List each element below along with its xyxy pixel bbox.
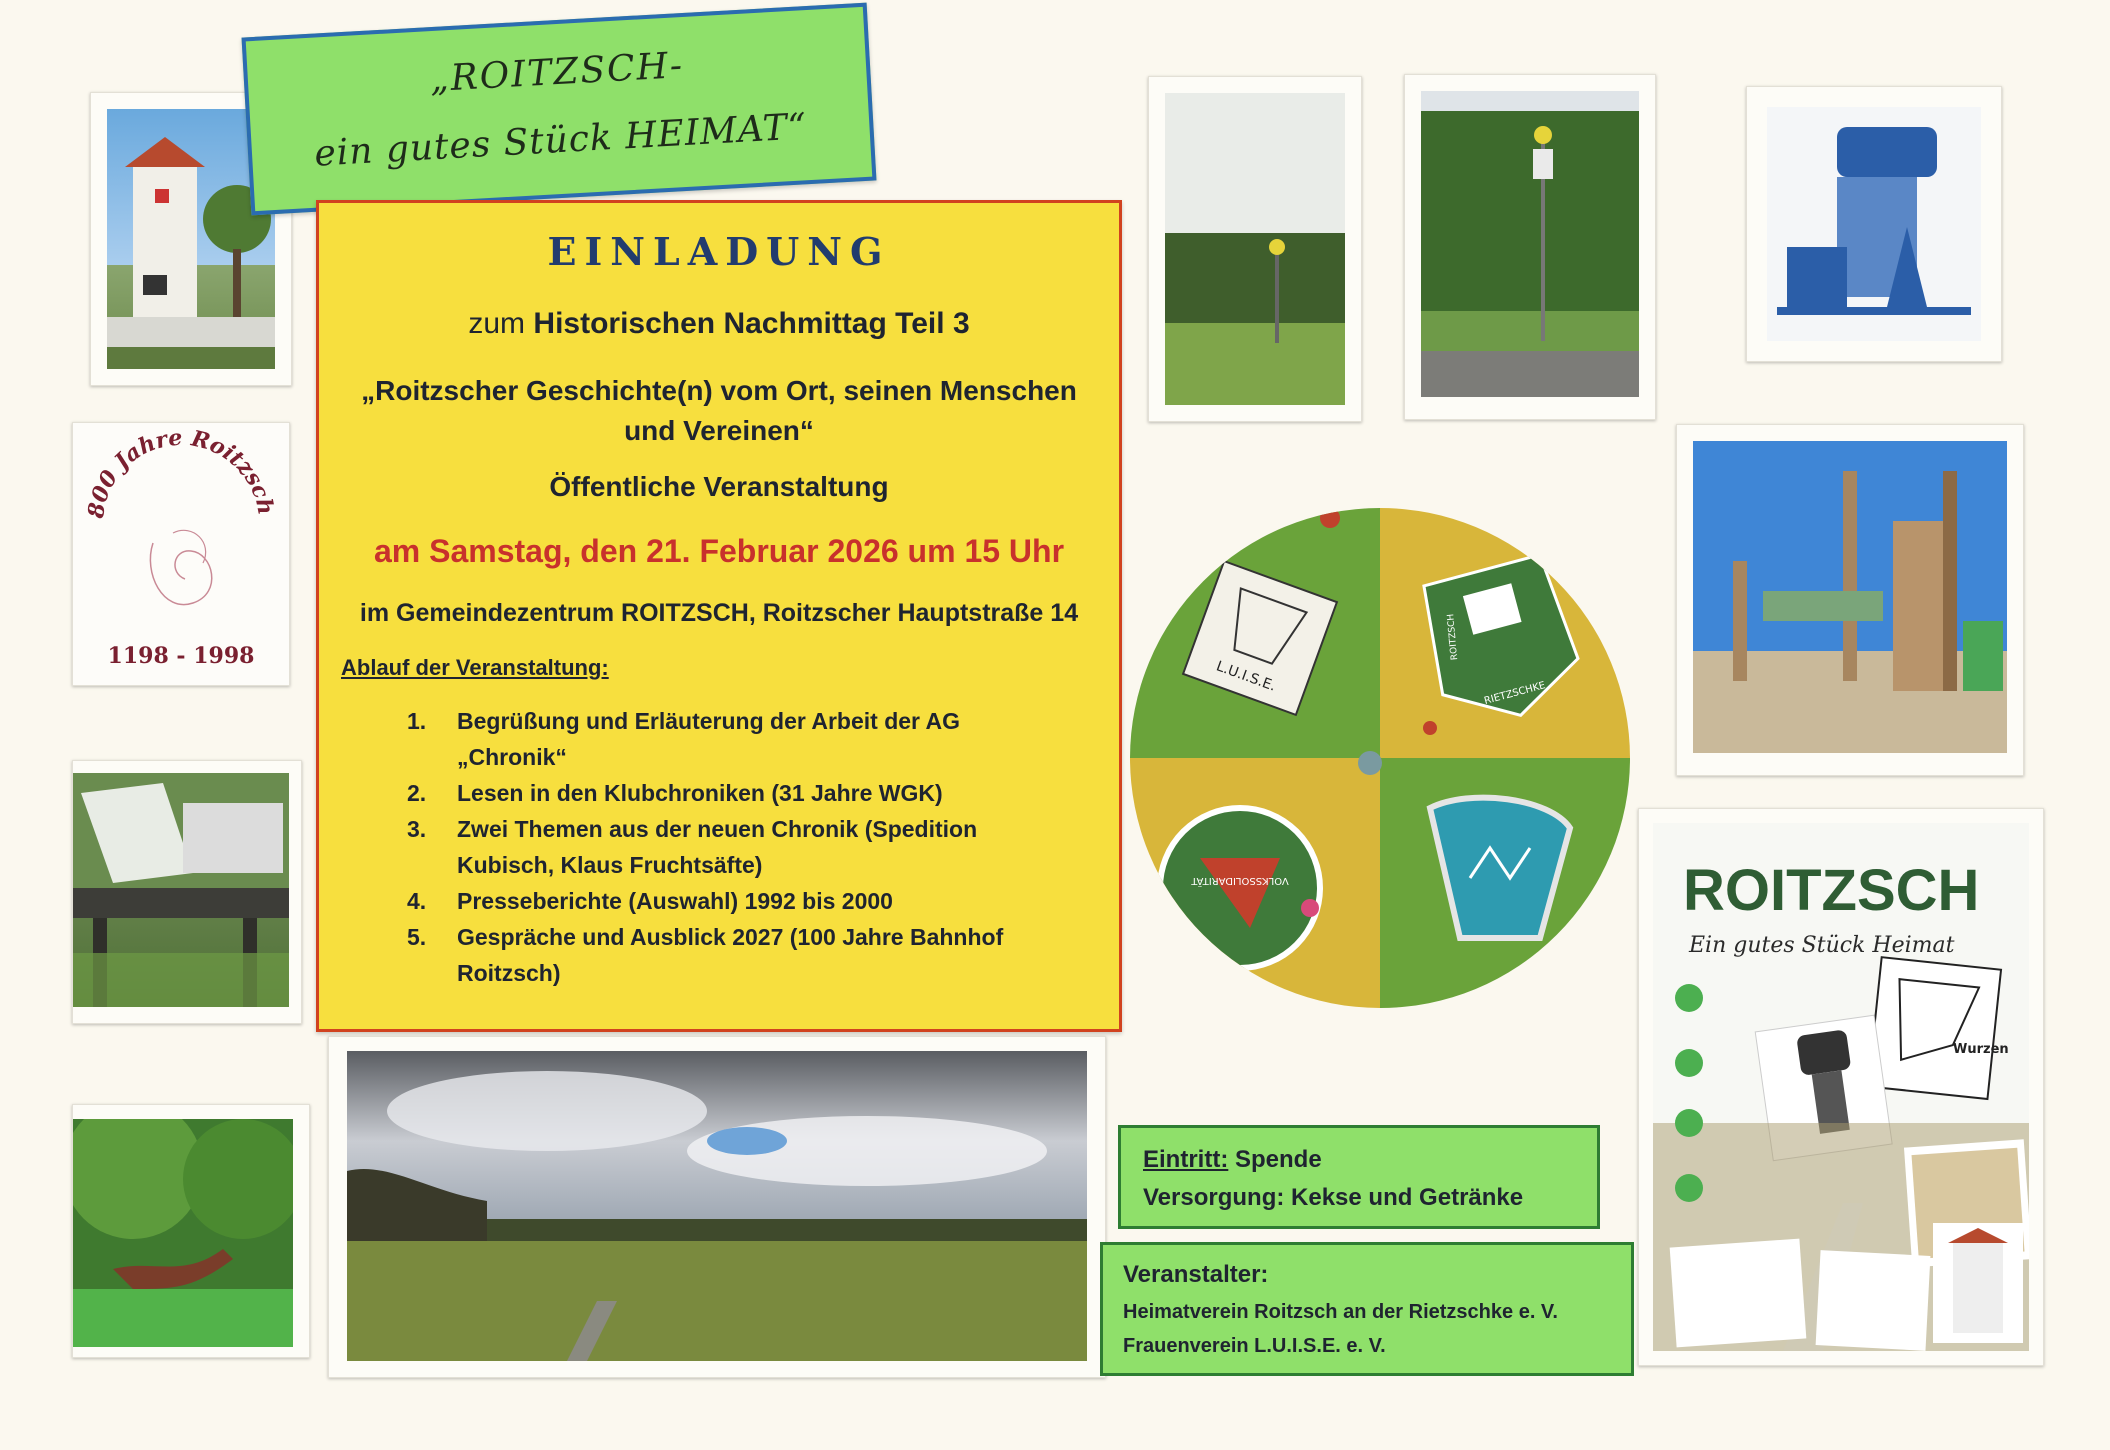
agenda-item — [407, 883, 1047, 919]
photo-card-info-table — [72, 760, 302, 1024]
invitation-panel — [316, 200, 1122, 1032]
event-date: am Samstag, den 21. Februar 2026 um 15 Uhr — [373, 533, 1065, 569]
anniversary-top-text: 800 Jahre Roitzsch — [82, 424, 279, 520]
photo-card-tree — [72, 1104, 310, 1358]
entry-info-box — [1118, 1125, 1600, 1229]
bus-stop-field-photo — [1165, 93, 1345, 405]
emblem-volkssolidaritaet-text: VOLKSSOLIDARITÄT — [1191, 875, 1289, 886]
host-label: Veranstalter: — [1123, 1261, 1269, 1288]
roitzsch-poster-card — [1638, 808, 2044, 1366]
agenda-item-number: 2. — [407, 780, 427, 806]
photo-card-landscape — [328, 1036, 1106, 1378]
emblem-luise-text: L.U.I.S.E. — [1214, 658, 1278, 695]
poster-wurzen-label: Wurzen — [1953, 1042, 2009, 1057]
agenda-item-text: Begrüßung und Erläuterung der Arbeit der AG — [457, 708, 961, 734]
agenda-list — [407, 703, 1047, 991]
agenda-item-text-cont: „Chronik“ — [457, 744, 567, 770]
playground-photo — [1693, 441, 2007, 753]
photo-card-water-tower — [1746, 86, 2002, 362]
emblem-rietzschke-text: RIETZSCHKE — [1483, 680, 1547, 707]
photo-card-playground — [1676, 424, 2024, 776]
event-subtitle-main: Historischen Nachmittag Teil 3 — [533, 307, 970, 340]
public-event-label: Öffentliche Veranstaltung — [549, 471, 889, 502]
tree-photo — [73, 1119, 293, 1347]
bus-stop-road-photo — [1421, 91, 1639, 397]
supply-row: Versorgung: Kekse und Getränke — [1143, 1184, 1524, 1211]
invitation-headline: EINLADUNG — [547, 229, 891, 274]
agenda-item-text: Gespräche und Ausblick 2027 (100 Jahre Bahnhof — [457, 924, 1004, 950]
emblem-roitzsch-text: ROITZSCH — [1446, 613, 1461, 661]
agenda-item — [407, 919, 1047, 991]
photo-card-bus-stop-2 — [1404, 74, 1656, 420]
event-subtitle-prefix: zum — [468, 307, 526, 340]
agenda-item-text-cont: Roitzsch) — [457, 960, 561, 986]
anniversary-seal — [73, 423, 289, 685]
agenda-item-text: Zwei Themen aus der neuen Chronik (Spedition — [457, 816, 978, 842]
anniversary-years: 1198 - 1998 — [107, 643, 255, 669]
agenda-item — [407, 775, 1047, 811]
poster-subtitle: Ein gutes Stück Heimat — [1689, 933, 1955, 958]
host-org-1: Heimatverein Roitzsch an der Rietzschke e. V. — [1123, 1301, 1558, 1323]
agenda-item — [407, 703, 1047, 775]
agenda-title: Ablauf der Veranstaltung: — [341, 655, 609, 680]
entry-label: Eintritt: — [1143, 1146, 1229, 1173]
agenda-item-number: 1. — [407, 708, 427, 734]
roitzsch-poster — [1653, 823, 2029, 1351]
water-tower-photo — [1767, 107, 1981, 341]
agenda-item-number: 3. — [407, 816, 427, 842]
svg-text:800 Jahre Roitzsch — [83, 425, 279, 521]
agenda-item — [407, 811, 1047, 883]
anniversary-card — [72, 422, 290, 686]
info-table-photo — [73, 773, 289, 1007]
host-org-2: Frauenverein L.U.I.S.E. e. V. — [1123, 1335, 1386, 1357]
entry-row — [1143, 1146, 1322, 1174]
agenda-item-text: Presseberichte (Auswahl) 1992 bis 2000 — [457, 888, 893, 914]
event-place: im Gemeindezentrum ROITZSCH, Roitzscher Hauptstraße 14 — [359, 599, 1079, 627]
club-emblem-circle — [1130, 508, 1630, 1008]
agenda-item-text: Lesen in den Klubchroniken (31 Jahre WGK) — [457, 780, 943, 806]
photo-card-bus-stop-1 — [1148, 76, 1362, 422]
landscape-photo — [347, 1051, 1087, 1361]
host-info-box — [1100, 1242, 1634, 1376]
entry-value: Spende — [1234, 1146, 1322, 1173]
event-theme — [339, 371, 1099, 451]
agenda-item-number: 4. — [407, 888, 427, 914]
badge-line2: ein gutes Stück HEIMAT“ — [313, 106, 809, 175]
poster-title: ROITZSCH — [1683, 858, 1980, 923]
title-badge — [242, 3, 877, 216]
agenda-item-number: 5. — [407, 924, 427, 950]
event-theme-line1: „Roitzscher Geschichte(n) vom Ort, seinen Menschen — [361, 375, 1077, 406]
event-subtitle — [339, 307, 1099, 341]
badge-line1: „ROITZSCH- — [428, 44, 686, 101]
agenda-item-text-cont: Kubisch, Klaus Fruchtsäfte) — [457, 852, 763, 878]
event-theme-line2: und Vereinen“ — [624, 415, 814, 446]
